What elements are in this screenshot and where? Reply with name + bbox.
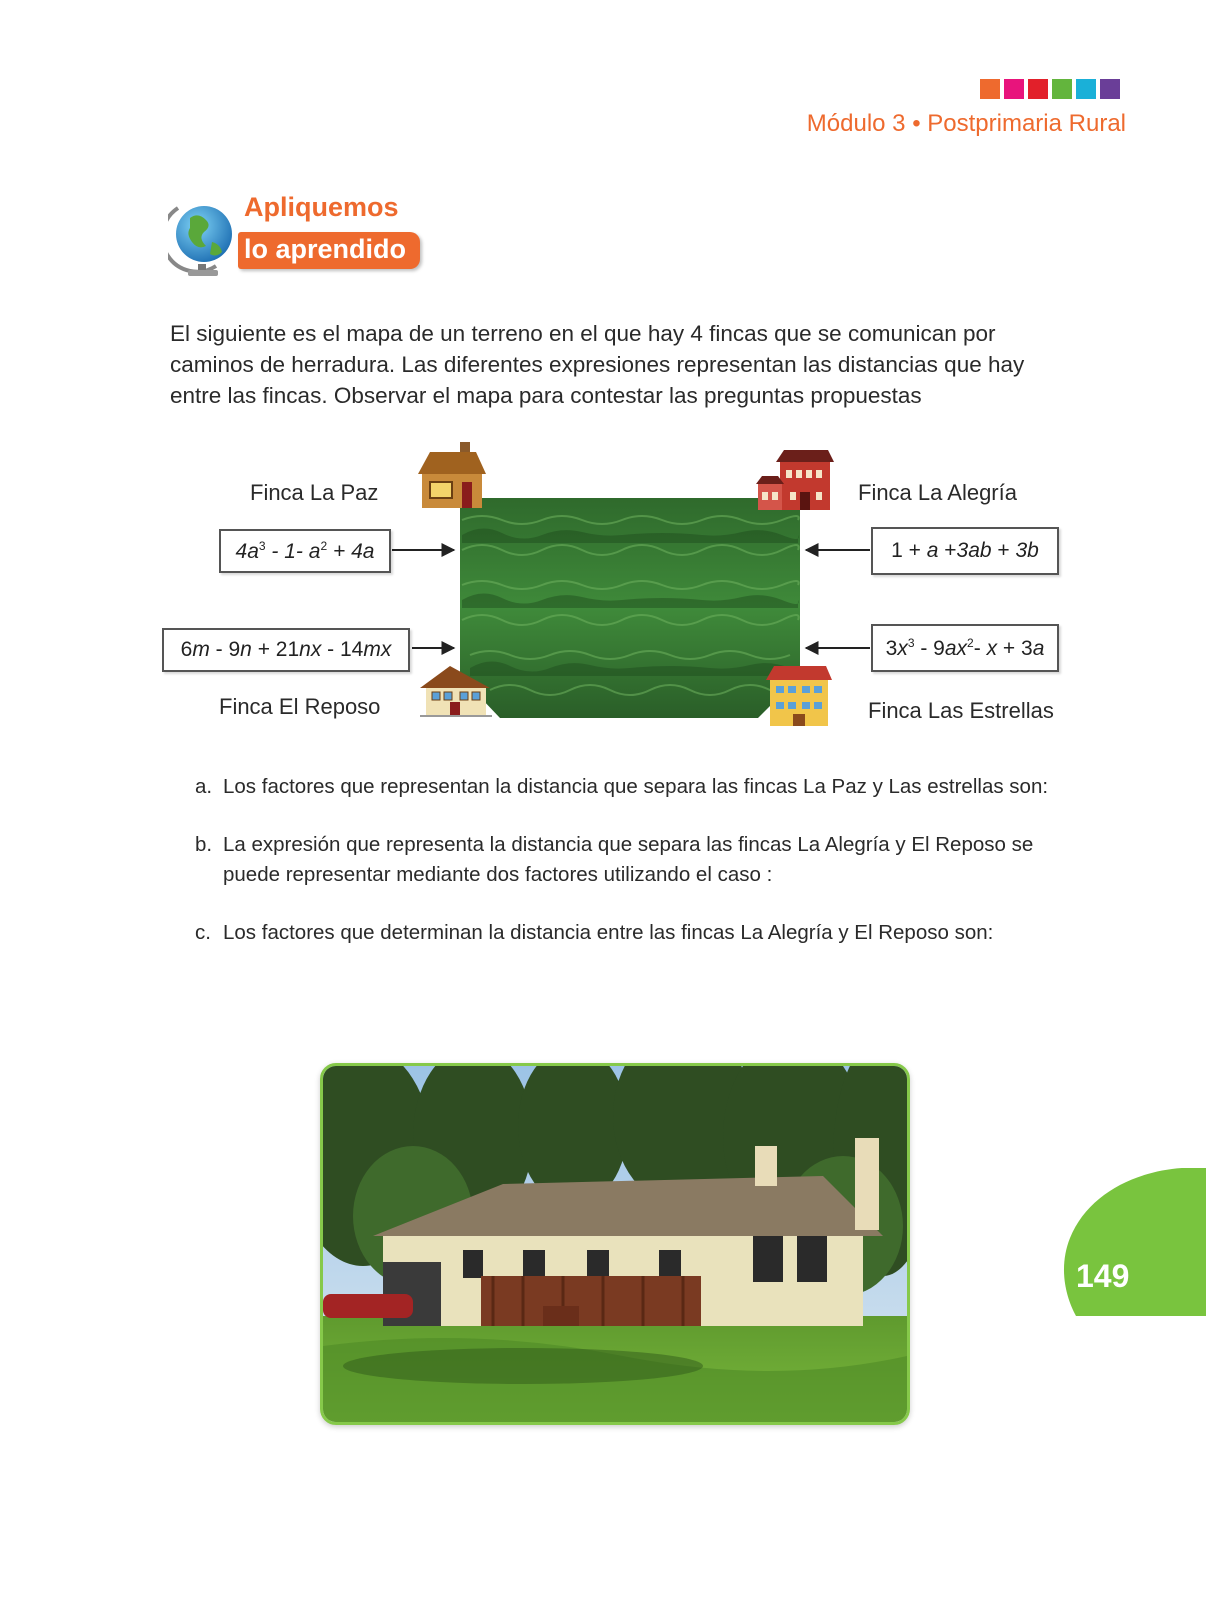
house-photo: [320, 1063, 910, 1425]
questions-list: [195, 772, 1075, 976]
question-letter: a.: [195, 775, 213, 798]
question-item: [195, 772, 1075, 802]
expression-box-la-paz: $4a^3 - 1-$ $a^2 + 4a$: [219, 529, 391, 573]
question-item: [195, 918, 1075, 948]
module-label: Módulo 3 • Postprimaria Rural: [806, 110, 1126, 137]
color-square: [1052, 79, 1072, 99]
farm-label-la-paz: Finca La Paz: [250, 480, 379, 505]
question-letter: b.: [195, 833, 213, 856]
house-la-paz-icon: [418, 442, 486, 508]
question-text: Los factores que representan la distancia que separa las fincas La Paz y Las estrellas son:: [223, 775, 1049, 798]
page-number: 149: [1076, 1258, 1130, 1294]
section-title: Apliquemos: [244, 192, 399, 222]
question-text: La expresión que representa la distancia que separa las fincas La Alegría y El Reposo se puede representar mediante dos factores utilizando el caso :: [223, 833, 1034, 886]
globe-icon: [168, 196, 238, 278]
farm-label-la-alegria: Finca La Alegría: [858, 480, 1017, 505]
color-square: [980, 79, 1000, 99]
farm-label-las-estrellas: Finca Las Estrellas: [868, 698, 1054, 723]
expression-box-la-alegria: 1 + a +3ab + 3b: [871, 527, 1059, 575]
color-square: [1100, 79, 1120, 99]
color-square: [1076, 79, 1096, 99]
expression-box-las-estrellas: $3x^3 - 9ax^2-$ x + 3a: [871, 624, 1059, 672]
color-strip: [980, 79, 1120, 99]
house-las-estrellas-icon: [766, 666, 832, 726]
question-item: [195, 830, 1075, 890]
farm-label-el-reposo: Finca El Reposo: [219, 694, 381, 719]
color-square: [1028, 79, 1048, 99]
intro-paragraph: El siguiente es el mapa de un terreno en el que hay 4 fincas que se comunican por caminos de herradura. Las diferentes expresiones representan las distancias que hay entre las fincas. Observar el mapa para contestar las preguntas propuestas: [170, 321, 1025, 408]
house-la-alegria-icon: [756, 450, 834, 510]
question-letter: c.: [195, 921, 211, 944]
house-photo-illustration: [323, 1066, 907, 1422]
color-square: [1004, 79, 1024, 99]
expression-box-el-reposo: 6m - 9n + 21nx - 14mx: [162, 628, 410, 672]
question-text: Los factores que determinan la distancia entre las fincas La Alegría y El Reposo son:: [223, 921, 994, 944]
section-subtitle: lo aprendido: [238, 232, 420, 269]
